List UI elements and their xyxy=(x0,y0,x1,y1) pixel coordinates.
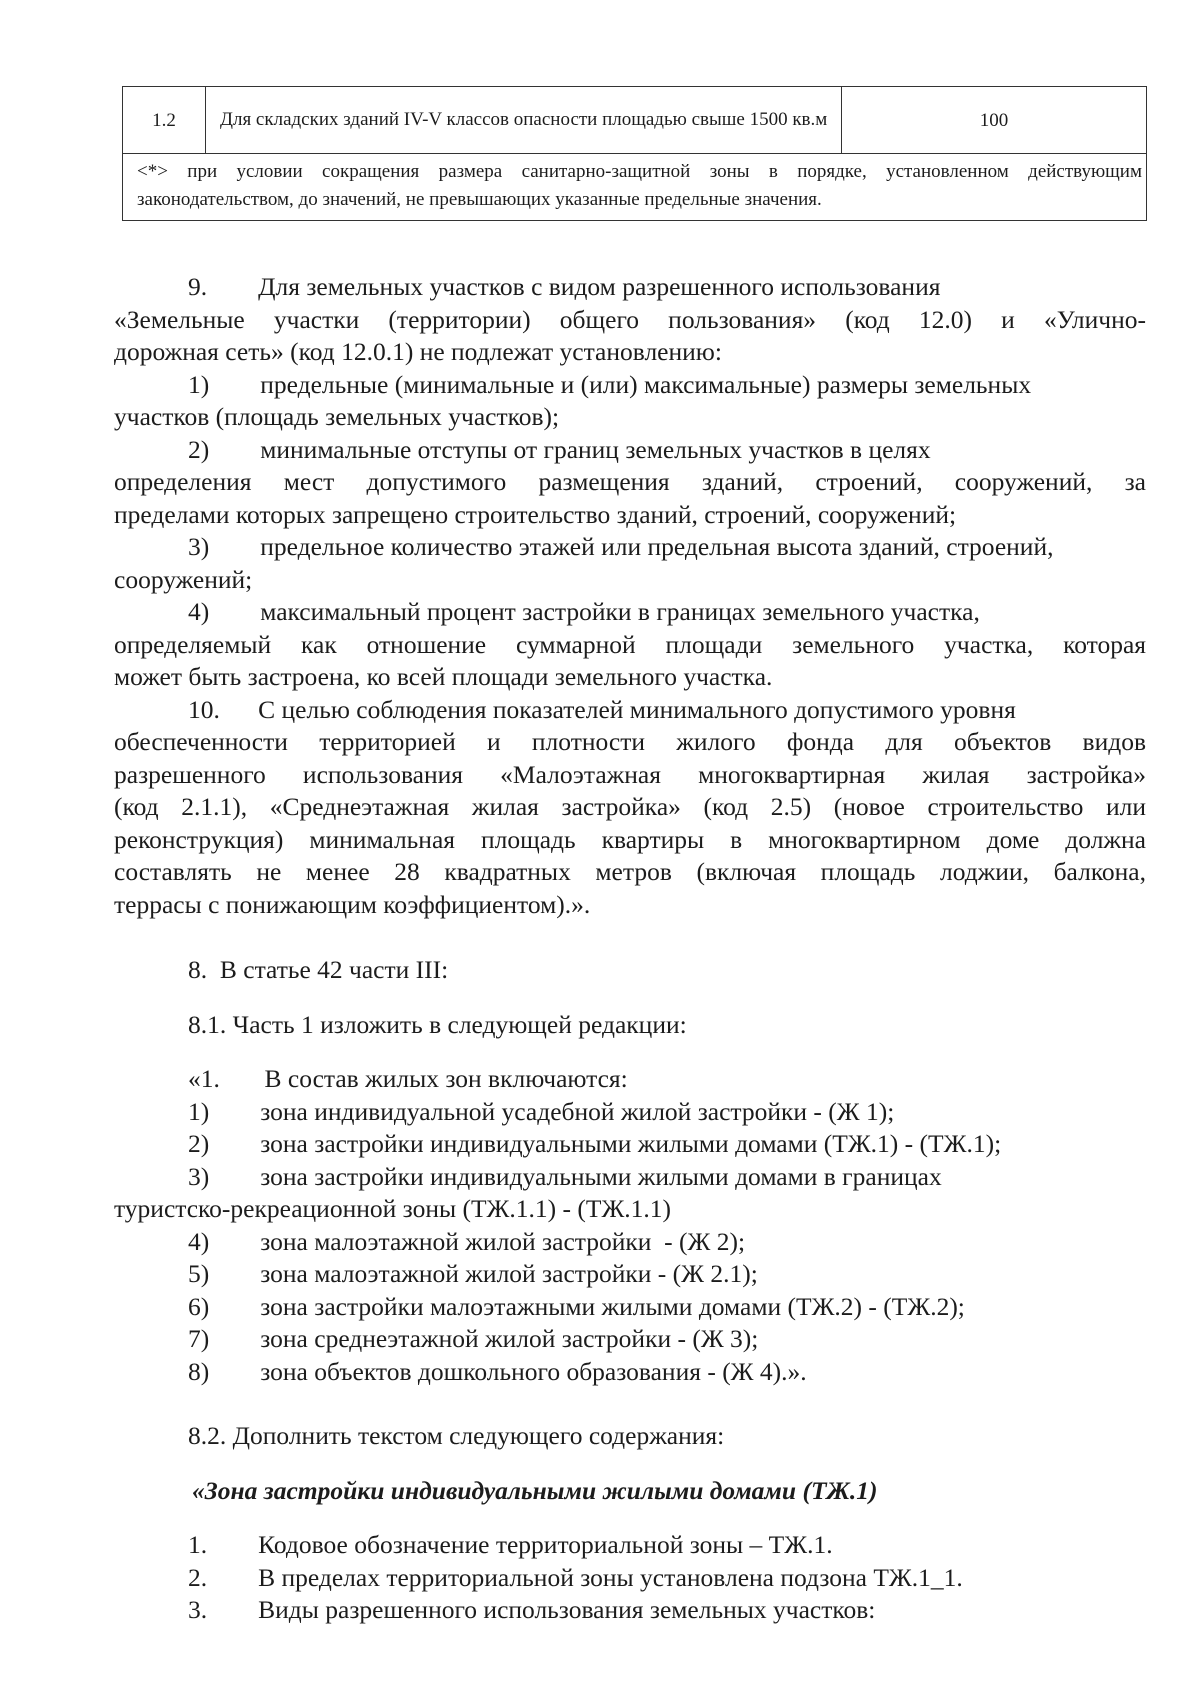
list-item: 1) зона индивидуальной усадебной жилой застройки - (Ж 1); xyxy=(188,1097,895,1126)
section-heading: 8.2. Дополнить текстом следующего содержания: xyxy=(188,1421,725,1450)
text-line: реконструкция) минимальная площадь квартиры в многоквартирном доме должна xyxy=(114,825,1146,854)
text-line: разрешенного использования «Малоэтажная многоквартирная жилая застройка» xyxy=(114,760,1146,789)
list-item: 1. Кодовое обозначение территориальной зоны – ТЖ.1. xyxy=(188,1530,833,1559)
text-line: определения мест допустимого размещения зданий, строений, сооружений, за xyxy=(114,467,1146,496)
text-line: составлять не менее 28 квадратных метров (включая площадь лоджии, балкона, xyxy=(114,857,1146,886)
limits-table xyxy=(122,86,1147,221)
text-line: пределами которых запрещено строительство зданий, строений, сооружений; xyxy=(114,500,957,529)
text-line: террасы с понижающим коэффициентом).». xyxy=(114,890,591,919)
list-item: 2. В пределах территориальной зоны установлена подзона ТЖ.1_1. xyxy=(188,1563,963,1592)
list-item: 4) зона малоэтажной жилой застройки - (Ж 2); xyxy=(188,1227,746,1256)
list-item: 3) зона застройки индивидуальными жилыми домами в границах xyxy=(188,1162,942,1191)
table-note-row xyxy=(123,154,1147,221)
text-line: 3) предельное количество этажей или предельная высота зданий, строений, xyxy=(188,532,1054,561)
text-line: участков (площадь земельных участков); xyxy=(114,402,560,431)
text-line: обеспеченности территорией и плотности жилого фонда для объектов видов xyxy=(114,727,1146,756)
row-description: Для складских зданий IV-V классов опасности площадью свыше 1500 кв.м xyxy=(206,87,842,154)
list-item: 6) зона застройки малоэтажными жилыми домами (ТЖ.2) - (ТЖ.2); xyxy=(188,1292,965,1321)
text-line: 9. Для земельных участков с видом разрешенного использования xyxy=(188,272,941,301)
text-line: (код 2.1.1), «Среднеэтажная жилая застройка» (код 2.5) (новое строительство или xyxy=(114,792,1146,821)
list-item: 5) зона малоэтажной жилой застройки - (Ж 2.1); xyxy=(188,1259,758,1288)
text-line: сооружений; xyxy=(114,565,253,594)
section-heading: 8.1. Часть 1 изложить в следующей редакции: xyxy=(188,1010,687,1039)
text-line: определяемый как отношение суммарной площади земельного участка, которая xyxy=(114,630,1146,659)
list-item: 3. Виды разрешенного использования земельных участков: xyxy=(188,1595,876,1624)
text-line: 4) максимальный процент застройки в границах земельного участка, xyxy=(188,597,980,626)
row-value: 100 xyxy=(842,87,1147,154)
list-item: 2) зона застройки индивидуальными жилыми домами (ТЖ.1) - (ТЖ.1); xyxy=(188,1129,1002,1158)
table-footnote: <*> при условии сокращения размера санитарно-защитной зоны в порядке, установленном действующим законодательством, до значений, не превышающих указанные предельные значения. xyxy=(123,154,1147,221)
list-item: 7) зона среднеэтажной жилой застройки - (Ж 3); xyxy=(188,1324,759,1353)
text-line: «Земельные участки (территории) общего пользования» (код 12.0) и «Улично- xyxy=(114,305,1146,334)
list-item: 8) зона объектов дошкольного образования - (Ж 4).». xyxy=(188,1357,807,1386)
list-item: туристско-рекреационной зоны (ТЖ.1.1) - (ТЖ.1.1) xyxy=(114,1194,672,1223)
section-heading: 8. В статье 42 части III: xyxy=(188,955,449,984)
text-line: может быть застроена, ко всей площади земельного участка. xyxy=(114,662,773,691)
text-line: 2) минимальные отступы от границ земельных участков в целях xyxy=(188,435,931,464)
text-line: 10. С целью соблюдения показателей минимального допустимого уровня xyxy=(188,695,1016,724)
text-line: 1) предельные (минимальные и (или) максимальные) размеры земельных xyxy=(188,370,1032,399)
row-number: 1.2 xyxy=(123,87,206,154)
zone-title: «Зона застройки индивидуальными жилыми домами (ТЖ.1) xyxy=(192,1476,878,1505)
text-line: «1. В состав жилых зон включаются: xyxy=(188,1064,628,1093)
table-row xyxy=(123,87,1147,154)
text-line: дорожная сеть» (код 12.0.1) не подлежат установлению: xyxy=(114,337,722,366)
